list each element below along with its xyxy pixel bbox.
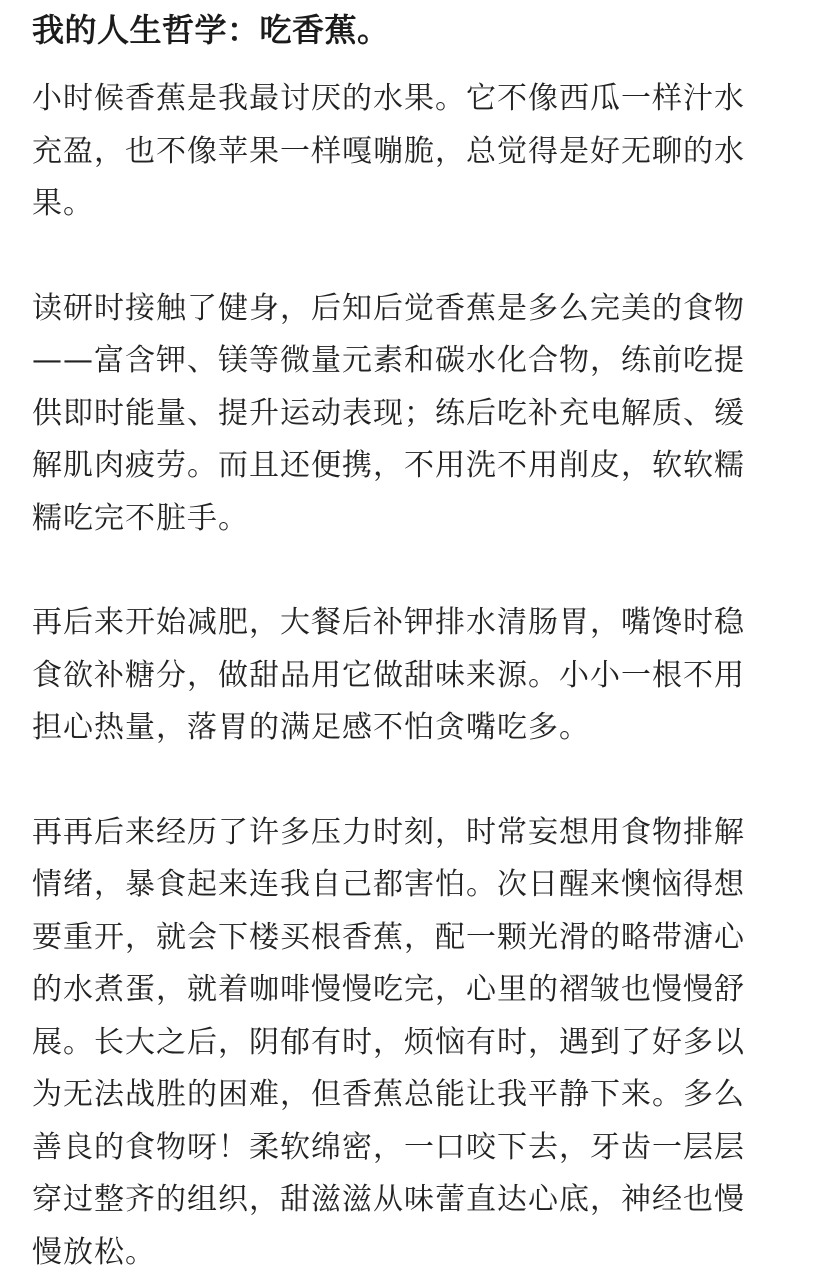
paragraph-3 xyxy=(32,597,788,755)
article-title: 我的人生哲学：吃香蕉。 xyxy=(32,0,788,54)
paragraph-line: 的水煮蛋，就着咖啡慢慢吃完，心里的褶皱也慢慢舒 xyxy=(32,964,788,1017)
paragraph-line: ——富含钾、镁等微量元素和碳水化合物，练前吃提 xyxy=(32,335,788,388)
paragraph-line: 小时候香蕉是我最讨厌的水果。它不像西瓜一样汁水 xyxy=(32,73,788,126)
paragraph-line: 展。长大之后，阴郁有时，烦恼有时，遇到了好多以 xyxy=(32,1017,788,1070)
paragraph-line: 读研时接触了健身，后知后觉香蕉是多么完美的食物 xyxy=(32,283,788,336)
paragraph-line: 食欲补糖分，做甜品用它做甜味来源。小小一根不用 xyxy=(32,650,788,703)
paragraph-line: 担心热量，落胃的满足感不怕贪嘴吃多。 xyxy=(32,702,788,755)
paragraph-line: 解肌肉疲劳。而且还便携，不用洗不用削皮，软软糯 xyxy=(32,440,788,493)
paragraph-line: 供即时能量、提升运动表现；练后吃补充电解质、缓 xyxy=(32,388,788,441)
paragraph-line: 糯吃完不脏手。 xyxy=(32,493,788,546)
paragraph-line: 穿过整齐的组织，甜滋滋从味蕾直达心底，神经也慢 xyxy=(32,1174,788,1227)
paragraph-4 xyxy=(32,807,788,1279)
paragraph-2 xyxy=(32,283,788,546)
paragraph-1 xyxy=(32,73,788,231)
paragraph-line: 善良的食物呀！柔软绵密，一口咬下去，牙齿一层层 xyxy=(32,1122,788,1175)
paragraph-line: 要重开，就会下楼买根香蕉，配一颗光滑的略带溏心 xyxy=(32,912,788,965)
paragraph-line: 情绪，暴食起来连我自己都害怕。次日醒来懊恼得想 xyxy=(32,859,788,912)
paragraph-line: 慢放松。 xyxy=(32,1227,788,1279)
paragraph-line: 为无法战胜的困难，但香蕉总能让我平静下来。多么 xyxy=(32,1069,788,1122)
paragraph-line: 再后来开始减肥，大餐后补钾排水清肠胃，嘴馋时稳 xyxy=(32,597,788,650)
paragraph-line: 果。 xyxy=(32,178,788,231)
paragraph-line: 再再后来经历了许多压力时刻，时常妄想用食物排解 xyxy=(32,807,788,860)
paragraph-line: 充盈，也不像苹果一样嘎嘣脆，总觉得是好无聊的水 xyxy=(32,126,788,179)
